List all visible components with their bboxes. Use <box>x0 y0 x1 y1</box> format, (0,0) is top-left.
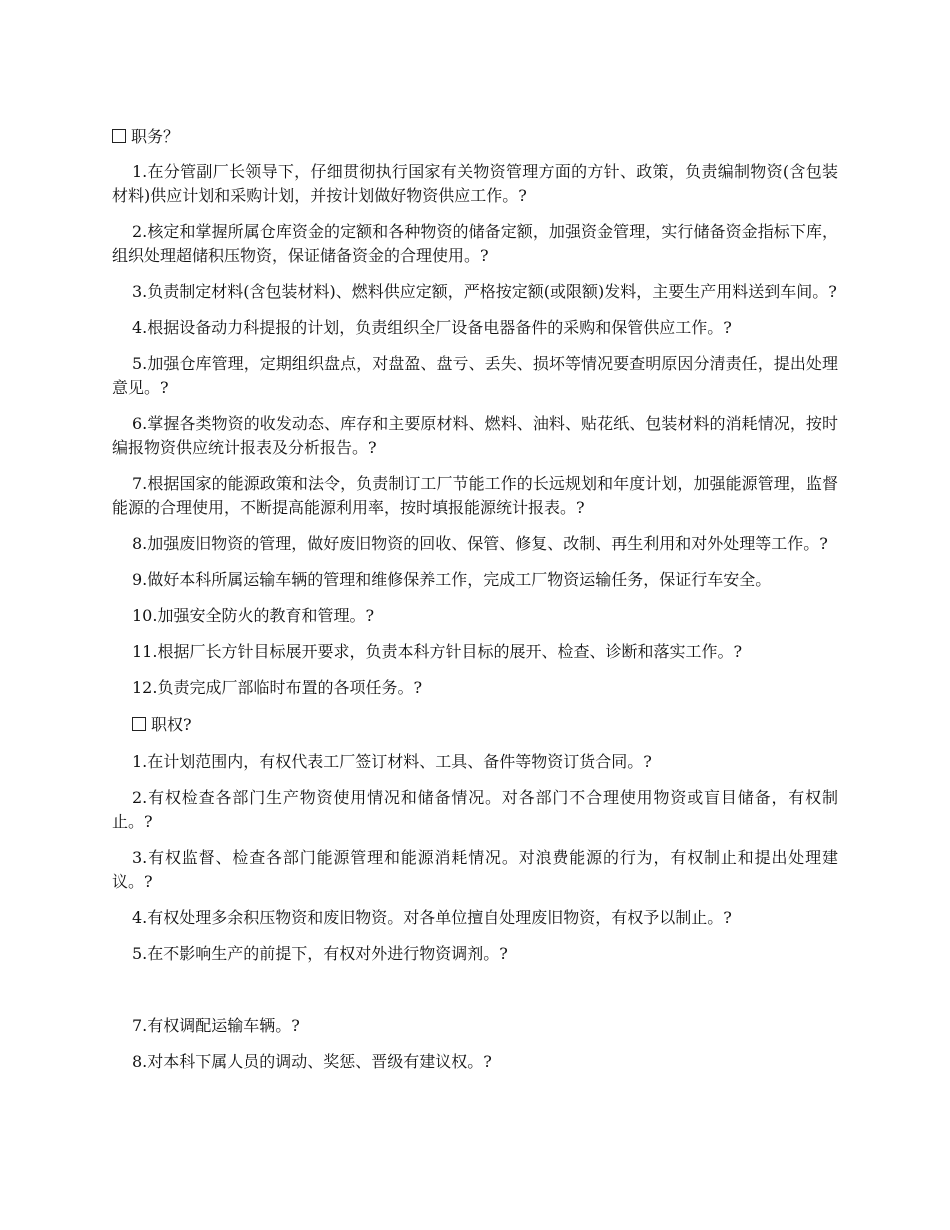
authority-item: 5.在不影响生产的前提下，有权对外进行物资调剂。? <box>132 944 508 963</box>
checkbox-square-icon <box>112 129 126 143</box>
authority-item: 7.有权调配运输车辆。? <box>132 1016 300 1035</box>
section-heading-duties-label: 职务？ <box>131 127 180 146</box>
authority-item: 8.对本科下属人员的调动、奖惩、晋级有建议权。? <box>132 1052 492 1071</box>
duty-item: 7.根据国家的能源政策和法令，负责制订工厂节能工作的长远规划和年度计划，加强能源管理，监督能源的合理使用，不断提高能源利用率，按时填报能源统计报表。? <box>112 474 838 517</box>
duty-item: 6.掌握各类物资的收发动态、库存和主要原材料、燃料、油料、贴花纸、包装材料的消耗情况，按时编报物资供应统计报表及分析报告。? <box>112 414 838 457</box>
document-body <box>112 124 838 1074</box>
duty-item: 4.根据设备动力科提报的计划，负责组织全厂设备电器备件的采购和保管供应工作。? <box>132 318 732 337</box>
section-heading-duties <box>112 124 838 150</box>
duty-item: 9.做好本科所属运输车辆的管理和维修保养工作，完成工厂物资运输任务，保证行车安全。 <box>132 570 772 589</box>
checkbox-square-icon <box>132 717 146 731</box>
authority-item: 3.有权监督、检查各部门能源管理和能源消耗情况。对浪费能源的行为，有权制止和提出处理建议。? <box>112 848 838 891</box>
duty-item: 5.加强仓库管理，定期组织盘点，对盘盈、盘亏、丢失、损坏等情况要查明原因分清责任，提出处理意见。? <box>112 354 838 397</box>
authority-item: 2.有权检查各部门生产物资使用情况和储备情况。对各部门不合理使用物资或盲目储备，有权制止。? <box>112 788 838 831</box>
duty-item: 10.加强安全防火的教育和管理。? <box>132 606 375 625</box>
authority-item: 4.有权处理多余积压物资和废旧物资。对各单位擅自处理废旧物资，有权予以制止。? <box>132 908 732 927</box>
authority-item: 1.在计划范围内，有权代表工厂签订材料、工具、备件等物资订货合同。? <box>132 752 652 771</box>
duty-item: 3.负责制定材料(含包装材料)、燃料供应定额，严格按定额(或限额)发料，主要生产用料送到车间。? <box>132 282 837 301</box>
duty-item: 1.在分管副厂长领导下，仔细贯彻执行国家有关物资管理方面的方针、政策，负责编制物资(含包装材料)供应计划和采购计划，并按计划做好物资供应工作。? <box>112 162 838 205</box>
duty-item: 8.加强废旧物资的管理，做好废旧物资的回收、保管、修复、改制、再生利用和对外处理等工作。? <box>132 534 828 553</box>
section-heading-authority-label: 职权? <box>151 715 192 734</box>
duty-item: 11.根据厂长方针目标展开要求，负责本科方针目标的展开、检查、诊断和落实工作。? <box>132 642 743 661</box>
section-heading-authority <box>112 712 838 738</box>
duty-item: 12.负责完成厂部临时布置的各项任务。? <box>132 678 423 697</box>
duty-item: 2.核定和掌握所属仓库资金的定额和各种物资的储备定额，加强资金管理，实行储备资金指标下库，组织处理超储积压物资，保证储备资金的合理使用。? <box>112 222 838 265</box>
